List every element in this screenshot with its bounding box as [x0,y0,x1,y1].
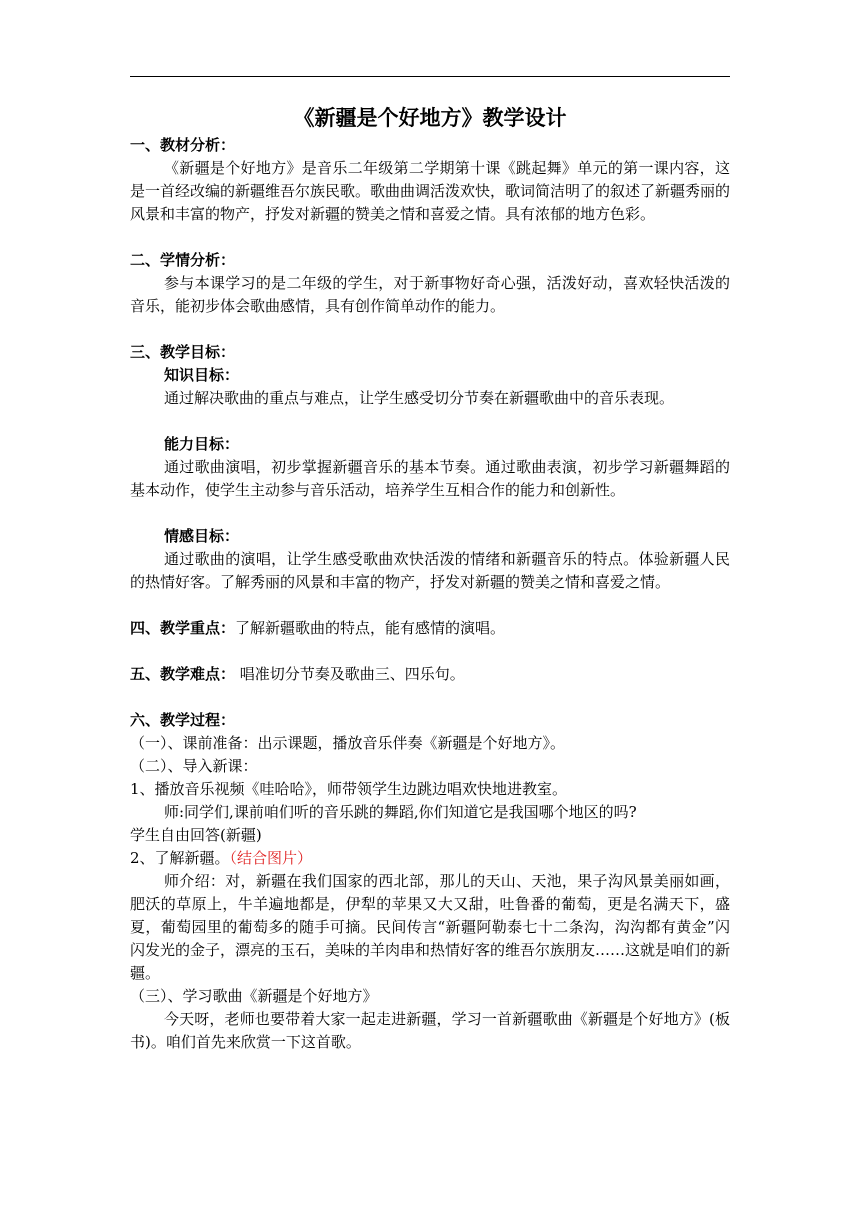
section-body-students: 参与本课学习的是二年级的学生，对于新事物好奇心强，活泼好动，喜欢轻快活泼的音乐，能初步体会歌曲感情，具有创作简单动作的能力。 [130,274,730,315]
section-body-difficulties: 唱准切分节奏及歌曲三、四乐句。 [235,665,465,683]
process-item-2-note: （结合图片） [229,849,313,867]
process-step-1: （一）、课前准备：出示课题，播放音乐伴奏《新疆是个好地方》。 [130,734,566,752]
process-item-2-body: 师介绍：对，新疆在我们国家的西北部，那儿的天山、天池，果子沟风景美丽如画，肥沃的草原上，牛羊遍地都是，伊犁的苹果又大又甜，吐鲁番的葡萄，更是名满天下，盛夏，葡萄园里的葡萄多的随手可摘。民间传言“新疆阿勒泰七十二条沟，沟沟都有黄金”闪闪发光的金子，漂亮的玉石，美味的羊肉串和热情好客的维吾尔族朋友……这就是咱们的新疆。 [130,872,731,982]
body-emotion: 通过歌曲的演唱，让学生感受歌曲欢快活泼的情绪和新疆音乐的特点。体验新疆人民的热情好客。了解秀丽的风景和丰富的物产，抒发对新疆的赞美之情和喜爱之情。 [130,550,730,591]
section-body-textbook: 《新疆是个好地方》是音乐二年级第二学期第十课《跳起舞》单元的第一课内容，这是一首经改编的新疆维吾尔族民歌。歌曲曲调活泼欢快，歌词简洁明了的叙述了新疆秀丽的风景和丰富的物产，抒发对新疆的赞美之情和喜爱之情。具有浓郁的地方色彩。 [130,159,731,223]
body-ability: 通过歌曲演唱，初步掌握新疆音乐的基本节奏。通过歌曲表演，初步学习新疆舞蹈的基本动作，使学生主动参与音乐活动，培养学生互相合作的能力和创新性。 [130,458,730,499]
process-step-3-body: 今天呀，老师也要带着大家一起走进新疆，学习一首新疆歌曲《新疆是个好地方》(板书)。咱们首先来欣赏一下这首歌。 [130,1010,730,1051]
section-heading-process: 六、教学过程： [130,711,236,729]
process-step-2: （二）、导入新课： [130,757,258,775]
process-item-1-question: 师:同学们,课前咱们听的音乐跳的舞蹈,你们知道它是我国哪个地区的吗? [164,803,637,821]
section-heading-textbook: 一、教材分析： [130,136,236,154]
process-step-3: （三）、学习歌曲《新疆是个好地方》 [130,987,378,1005]
section-body-key-points: 了解新疆歌曲的特点，能有感情的演唱。 [235,619,506,637]
section-heading-key-points: 四、教学重点： [130,619,236,637]
process-item-1-answer: 学生自由回答(新疆) [130,826,262,844]
process-item-2 [130,847,730,870]
process-item-1: 1、播放音乐视频《哇哈哈》，师带领学生边跳边唱欢快地进教室。 [130,780,568,798]
subheading-ability: 能力目标： [164,435,240,453]
section-difficulties [130,663,730,686]
header-rule [130,76,730,77]
section-heading-difficulties: 五、教学难点： [130,665,236,683]
subheading-knowledge: 知识目标： [164,366,240,384]
process-item-2-label: 2、了解新疆。 [130,849,230,867]
subheading-emotion: 情感目标： [164,527,240,545]
document-title: 《新疆是个好地方》教学设计 [293,106,567,130]
section-heading-objectives: 三、教学目标： [130,343,236,361]
body-knowledge: 通过解决歌曲的重点与难点，让学生感受切分节奏在新疆歌曲中的音乐表现。 [164,389,675,407]
section-heading-students: 二、学情分析： [130,251,236,269]
document-page [130,104,730,1054]
section-key-points [130,617,730,640]
